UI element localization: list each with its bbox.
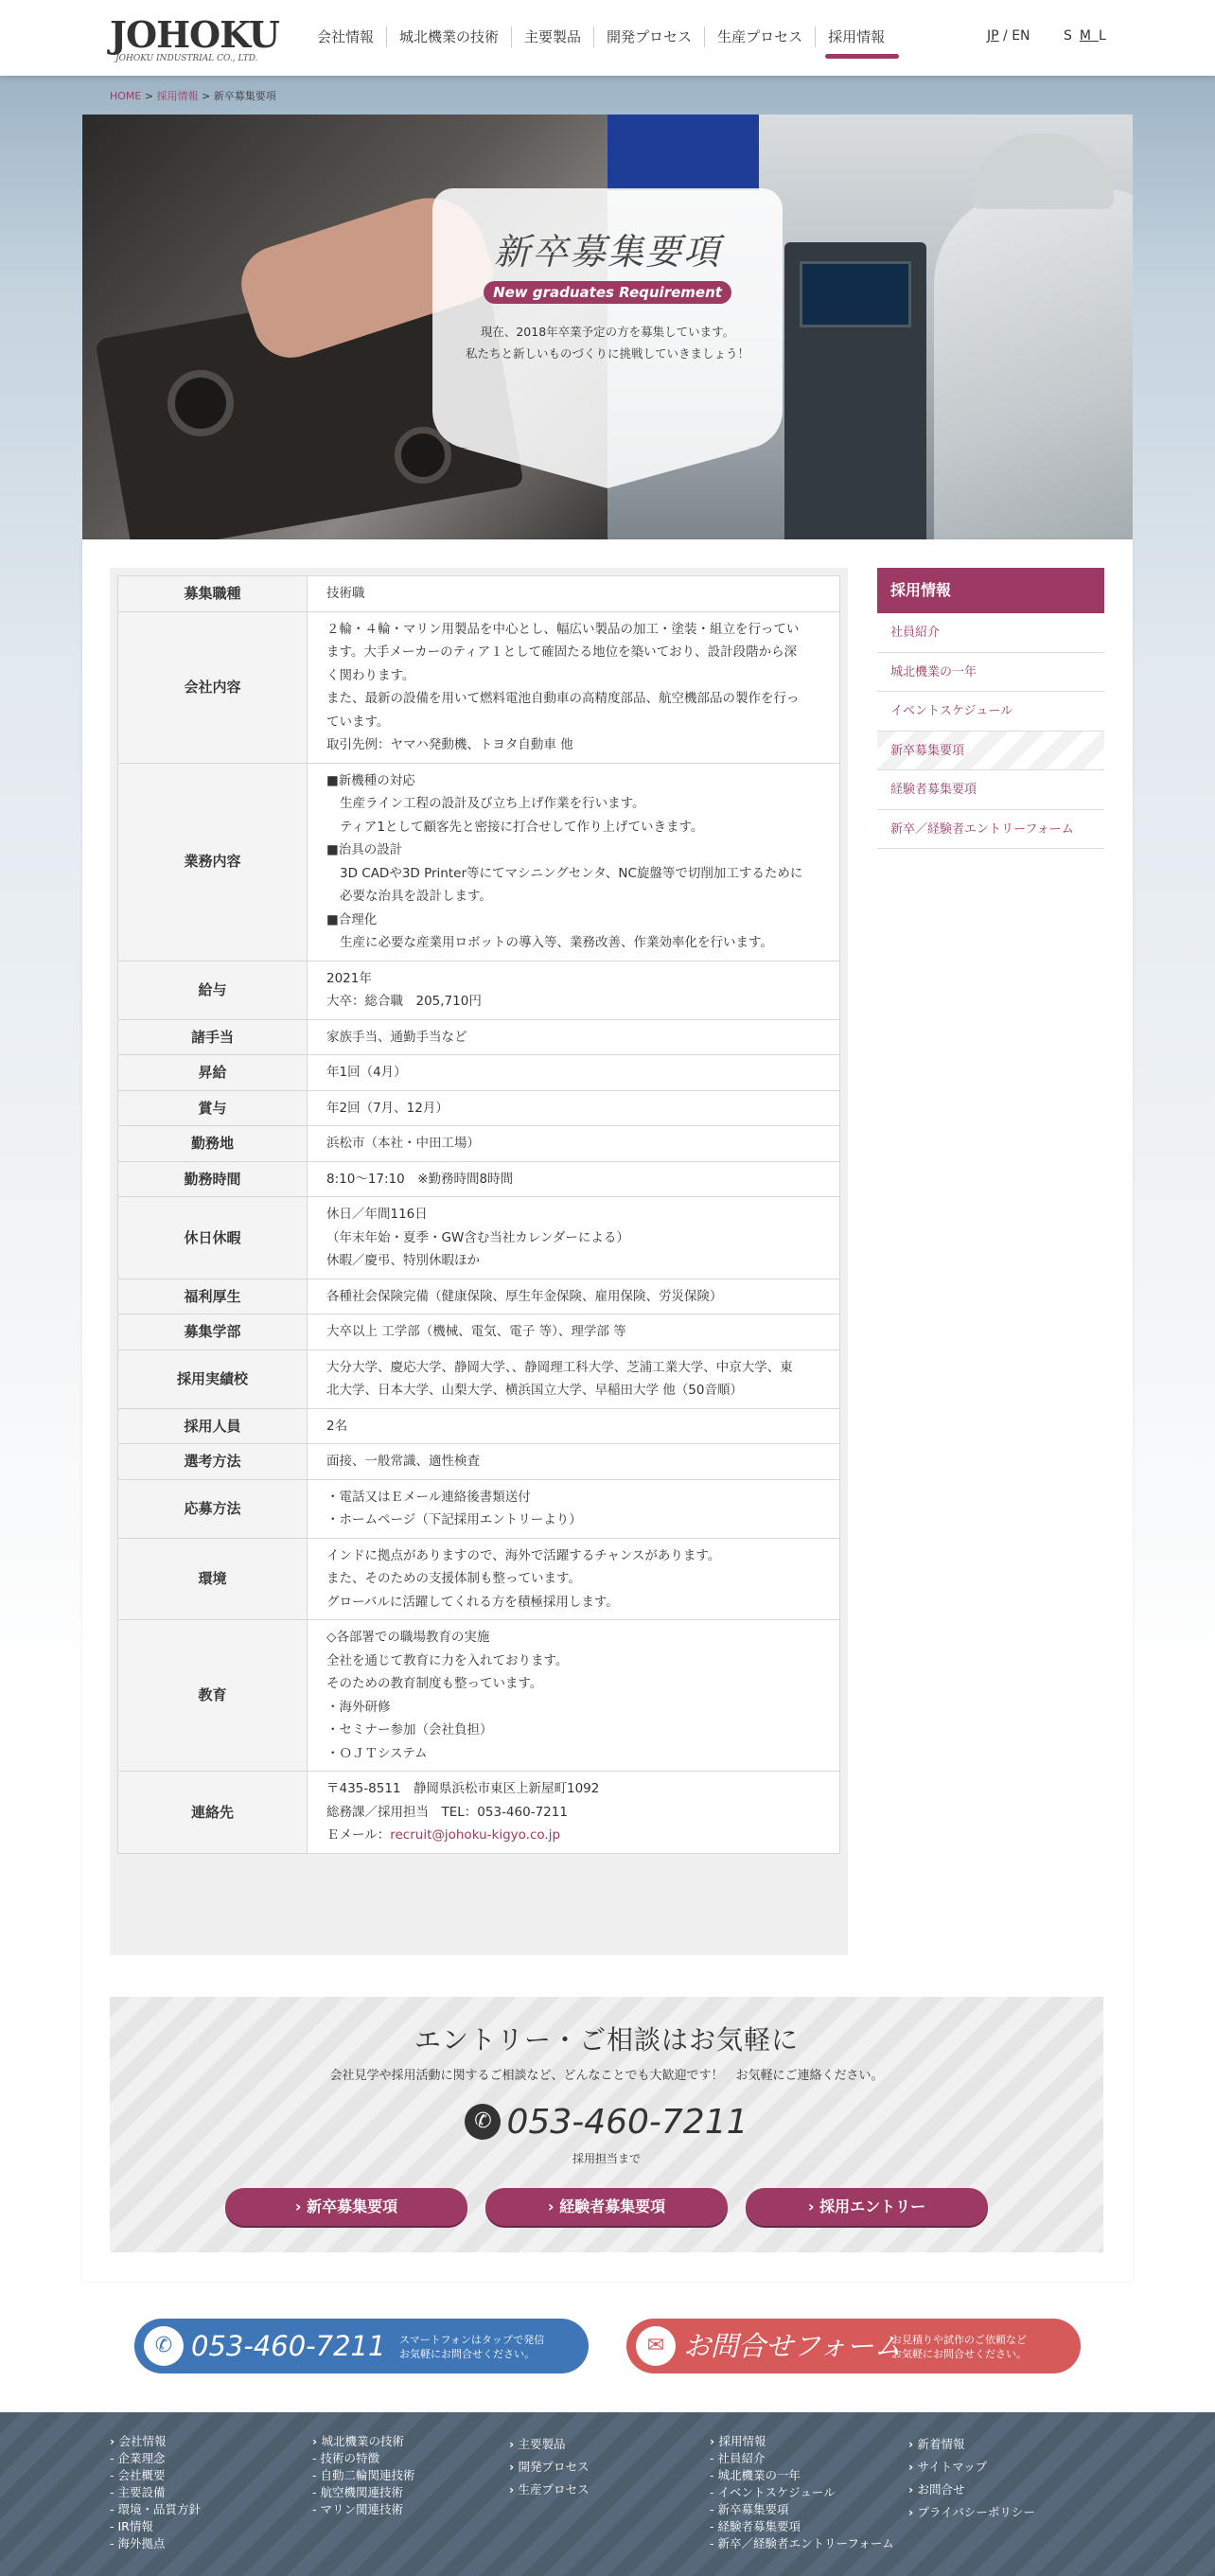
footer-sublink[interactable]: - 海外拠点 [110,2535,201,2552]
footer-sublink[interactable]: - 新卒募集要項 [710,2501,894,2518]
new-graduates-button[interactable] [225,2188,467,2226]
row-value [308,1772,840,1854]
sidebar-item[interactable]: 新卒／経験者エントリーフォーム [877,810,1104,850]
table-row [118,1408,840,1444]
footer-column [509,2433,590,2501]
chevron-right-icon: › [807,2197,820,2215]
font-size-m[interactable]: M [1079,28,1099,44]
row-value-line: また、そのための支援体制も整っています。 [326,1571,581,1586]
row-value-line: 2名 [326,1418,348,1434]
row-value-line: 各種社会保険完備（健康保険、厚生年金保険、雇用保険、労災保険） [326,1288,723,1304]
row-label: 福利厚生 [118,1279,308,1314]
row-value-line: 家族手当、通勤手当など [326,1029,467,1045]
footer-sublink[interactable]: - 自動二輪関連技術 [312,2467,415,2484]
row-value-line: そのための教育制度も整っています。 [326,1676,543,1691]
main-content [82,539,1133,2281]
hero-desc-line: 私たちと新しいものづくりに挑戦していきましょう！ [465,346,749,361]
cta-form-note-line: お見積りや試作のご依頼など [891,2334,1027,2346]
experienced-button[interactable] [485,2188,728,2226]
phone-icon: ✆ [465,2104,501,2140]
row-value [308,611,840,763]
page-title: 新卒募集要項 [493,231,721,273]
font-size-s[interactable]: S [1064,28,1080,44]
requirements-table [117,575,840,1854]
table-row [118,1126,840,1162]
row-label: 採用実績校 [118,1350,308,1408]
row-value [308,1126,840,1162]
lang-en-link[interactable]: EN [1012,28,1030,44]
row-value [308,1055,840,1091]
table-row [118,1090,840,1126]
footer-sublink[interactable]: - IR情報 [110,2518,201,2535]
footer-sublink[interactable]: - 会社概要 [110,2467,201,2484]
footer-sublink[interactable]: - マリン関連技術 [312,2501,415,2518]
row-value-line: また、最新の設備を用いて燃料電池自動車の高精度部品、航空機部品の製作を行っ [326,691,800,706]
row-value-line: 浜松市（本社・中田工場） [326,1136,480,1151]
row-value [308,576,840,612]
hero-bolt-shape [167,370,234,436]
footer-sublink[interactable]: - 新卒／経験者エントリーフォーム [710,2535,894,2552]
row-value-line: 年2回（7月、12月） [326,1100,449,1116]
footer-sublink[interactable]: - 技術の特徴 [312,2450,415,2467]
row-value-line: 大卒：総合職 205,710円 [326,994,482,1009]
row-label: 昇給 [118,1055,308,1091]
cta-tel-button[interactable] [134,2319,589,2373]
footer-link[interactable]: › 主要製品 [509,2433,590,2456]
font-size-l[interactable]: L [1098,28,1114,44]
phone-icon: ✆ [144,2326,184,2366]
row-value-line: く関わります。 [326,667,415,683]
table-row [118,1350,840,1408]
sidebar-item[interactable]: イベントスケジュール [877,692,1104,732]
site-footer [0,2412,1215,2576]
row-value-line: 3D CADや3D Printer等にてマシニングセンタ、NC旋盤等で切削加工するために [340,865,803,881]
nav-item[interactable]: 会社情報 [317,28,375,45]
row-label: 採用人員 [118,1408,308,1444]
cta-form-button[interactable] [626,2319,1081,2373]
row-value-line: ・海外研修 [326,1699,391,1715]
sidebar-item[interactable]: 社員紹介 [877,613,1104,653]
row-value-line: ■新機種の対応 [326,772,415,788]
row-value-line: グローバルに活躍してくれる方を積極採用します。 [326,1594,619,1610]
row-value-line: 北大学、日本大学、山梨大学、横浜国立大学、早稲田大学 他（50音順） [326,1383,743,1398]
row-value-line: 技術職 [326,586,365,601]
row-value-line: 必要な治具を設計します。 [340,889,492,904]
sidebar-list [877,613,1104,849]
nav-item[interactable]: 開発プロセス [593,26,704,47]
footer-column [312,2433,415,2518]
global-nav [305,26,897,47]
logo[interactable] [110,13,279,64]
row-value-line: 2021年 [326,970,372,986]
row-label: 勤務地 [118,1126,308,1162]
row-label: 連絡先 [118,1772,308,1854]
table-row [118,1279,840,1314]
footer-column [908,2433,1035,2524]
footer-sublink[interactable]: - 主要設備 [110,2484,201,2501]
row-value [308,1197,840,1279]
hero-desc-line: 現在、2018年卒業予定の方を募集しています。 [480,325,735,339]
sidebar-title: 採用情報 [877,568,1104,613]
entry-title: エントリー・ご相談はお気軽に [414,2024,799,2056]
table-row [118,1055,840,1091]
table-row [118,1161,840,1197]
footer-sublink[interactable]: - 経験者募集要項 [710,2518,894,2535]
logo-text: JOHOKU [110,13,279,56]
row-value-line: 〒435-8511 静岡県浜松市東区上新屋町1092 [326,1781,600,1796]
hero-card-pointer [464,449,751,488]
footer-sublink[interactable]: - 城北機業の一年 [710,2467,894,2484]
button-label: 経験者募集要項 [559,2197,666,2215]
row-value-line: 年1回（4月） [326,1065,407,1080]
table-row [118,576,840,612]
row-label: 募集学部 [118,1314,308,1350]
row-value [308,1620,840,1772]
nav-item[interactable]: 城北機業の技術 [386,26,511,47]
row-value-line: 生産ライン工程の設計及び立ち上げ作業を行います。 [340,796,645,811]
table-row [118,1019,840,1055]
row-value [308,1279,840,1314]
row-label: 給与 [118,961,308,1019]
site-header [0,0,1215,76]
row-value-line: 8:10～17:10 ※勤務時間8時間 [326,1171,514,1187]
row-value-line: 休日／年間116日 [326,1207,428,1222]
logo-subtext: JOHOKU INDUSTRIAL CO., LTD. [115,54,258,63]
row-label: 休日休暇 [118,1197,308,1279]
table-row [118,1479,840,1538]
table-row [118,961,840,1019]
entry-tel[interactable] [110,2103,1103,2142]
hero-screen [800,261,911,327]
breadcrumb-home[interactable]: HOME [110,90,142,102]
cta-form-note-line: お気軽にお問合せください。 [891,2348,1027,2360]
sidebar-item[interactable]: 経験者募集要項 [877,770,1104,810]
table-row [118,1444,840,1480]
table-row [118,1538,840,1620]
row-value [308,961,840,1019]
cta-tel-note-line: スマートフォンはタップで発信 [399,2334,545,2346]
row-value-line: 全社を通じて教育に力を入れております。 [326,1652,569,1668]
email-link[interactable]: recruit@johoku-kigyo.co.jp [390,1827,561,1843]
row-value-line: ています。 [326,714,390,730]
hero-banner [82,115,1133,539]
row-value [308,1444,840,1480]
breadcrumb-sep: > [141,90,157,102]
breadcrumb [110,88,276,103]
row-label: 募集職種 [118,576,308,612]
mail-icon: ✉ [636,2326,676,2366]
row-label: 教育 [118,1620,308,1772]
row-value-line: （年末年始・夏季・GW含む当社カレンダーによる） [326,1229,629,1245]
chevron-right-icon: › [294,2197,308,2215]
row-value-line: ます。大手メーカーのティア１として確固たる地位を築いており、設計段階から深 [326,644,798,660]
sidebar-item[interactable]: 新卒募集要項 [877,732,1104,771]
chevron-right-icon: › [547,2197,560,2215]
row-value-line [326,1824,839,1847]
table-row [118,1197,840,1279]
page-subtitle-badge: New graduates Requirement [484,281,731,304]
row-value-line: 大卒以上 工学部（機械、電気、電子 等）、理学部 等 [326,1324,626,1339]
footer-sublink[interactable]: - イベントスケジュール [710,2484,894,2501]
footer-link[interactable]: › 生産プロセス [509,2479,590,2501]
row-value-line: インドに拠点がありますので、海外で活躍するチャンスがあります。 [326,1547,721,1563]
footer-sublink[interactable]: - 企業理念 [110,2450,201,2467]
row-value-line: ２輪・４輪・マリン用製品を中心とし、幅広い製品の加工・塗装・組立を行ってい [326,621,800,637]
row-value-line: ティア1として顧客先と密接に打合せして作り上げていきます。 [340,819,704,835]
footer-link[interactable]: › サイトマップ [908,2456,1035,2479]
row-value [308,1408,840,1444]
row-value [308,1090,840,1126]
cta-form-note [891,2333,1027,2361]
row-label: 選考方法 [118,1444,308,1480]
nav-item[interactable]: 生産プロセス [704,26,815,47]
table-row [118,1772,840,1854]
footer-link[interactable]: › プライバシーポリシー [908,2501,1035,2524]
row-label: 環境 [118,1538,308,1620]
footer-link[interactable]: › 新着情報 [908,2433,1035,2456]
hero-card [432,188,783,449]
row-value-line: 取引先例：ヤマハ発動機、トヨタ自動車 他 [326,737,573,752]
hero-blue-panel [608,115,759,190]
recruit-entry-button[interactable] [746,2188,988,2226]
breadcrumb-current: 新卒募集要項 [213,90,276,102]
row-label: 業務内容 [118,763,308,961]
cta-tel-note [399,2333,544,2361]
row-value [308,1350,840,1408]
lang-jp-link[interactable]: JP [987,28,999,44]
table-row [118,1314,840,1350]
row-value [308,763,840,961]
nav-item[interactable]: 主要製品 [511,26,593,47]
lang-separator: / [998,28,1012,44]
entry-tel-note: 採用担当まで [572,2152,641,2165]
sidebar [877,568,1104,849]
row-value-line: ■合理化 [326,911,378,927]
hero-worker-shape [934,190,1133,539]
mail-label: Ｅメール： [326,1827,391,1843]
table-row [118,763,840,961]
footer-sublink[interactable]: - 社員紹介 [710,2450,894,2467]
row-value [308,1019,840,1055]
breadcrumb-parent[interactable]: 採用情報 [156,90,199,102]
row-value-line: ・セミナー参加（会社負担） [326,1722,493,1738]
footer-link[interactable]: › 採用情報 [710,2433,894,2450]
row-value-line: 面接、一般常識、適性検査 [326,1454,480,1469]
table-row [118,1620,840,1772]
row-label: 諸手当 [118,1019,308,1055]
row-value-line: 生産に必要な産業用ロボットの導入等、業務改善、作業効率化を行います。 [340,935,773,950]
cta-tel-note-line: お気軽にお問合せください。 [399,2348,535,2360]
row-value-line: 大分大学、慶応大学、静岡大学、、静岡理工科大学、芝浦工業大学、中京大学、東 [326,1359,793,1375]
row-value-line: 休暇／慶弔、特別休暇ほか [326,1253,480,1268]
row-value-line: ■治具の設計 [326,842,403,857]
row-label: 会社内容 [118,611,308,763]
cta-form-label: お問合せフォーム [683,2330,902,2362]
nav-item[interactable]: 採用情報 [815,26,897,47]
breadcrumb-sep: > [198,90,214,102]
font-size-switch [1064,28,1114,44]
footer-sublink[interactable]: - 環境・品質方針 [110,2501,201,2518]
footer-link[interactable]: › 城北機業の技術 [312,2433,415,2450]
row-value [308,1161,840,1197]
row-value [308,1538,840,1620]
footer-link[interactable]: › 会社情報 [110,2433,201,2450]
language-switch [987,28,1030,44]
footer-link[interactable]: › お問合せ [908,2479,1035,2501]
row-label: 賞与 [118,1090,308,1126]
entry-description: 会社見学や採用活動に関するご相談など、どんなことでも大歓迎です！ お気軽にご連絡ください。 [329,2069,884,2083]
row-label: 応募方法 [118,1479,308,1538]
row-value [308,1479,840,1538]
row-value-line: ・ホームページ（下記採用エントリーより） [326,1512,582,1527]
table-row [118,611,840,763]
row-value-line: ・ＯＪＴシステム [326,1745,428,1761]
row-label: 勤務時間 [118,1161,308,1197]
footer-link[interactable]: › 開発プロセス [509,2456,590,2479]
entry-tel-number: 053-460-7211 [506,2103,748,2142]
requirements-table-wrapper [110,568,848,1955]
hero-description [432,321,783,364]
cta-tel-number: 053-460-7211 [191,2330,386,2362]
row-value-line: ◇各部署での職場教育の実施 [326,1630,490,1645]
footer-sublink[interactable]: - 航空機関連技術 [312,2484,415,2501]
footer-column [710,2433,894,2552]
row-value-line: 総務課／採用担当 TEL：053-460-7211 [326,1804,568,1820]
sidebar-item[interactable]: 城北機業の一年 [877,653,1104,693]
footer-column [110,2433,201,2552]
button-label: 採用エントリー [819,2197,926,2215]
button-label: 新卒募集要項 [307,2197,398,2215]
row-value-line: ・電話又はＥメール連絡後書類送付 [326,1489,531,1505]
entry-section [110,1997,1103,2252]
row-value [308,1314,840,1350]
